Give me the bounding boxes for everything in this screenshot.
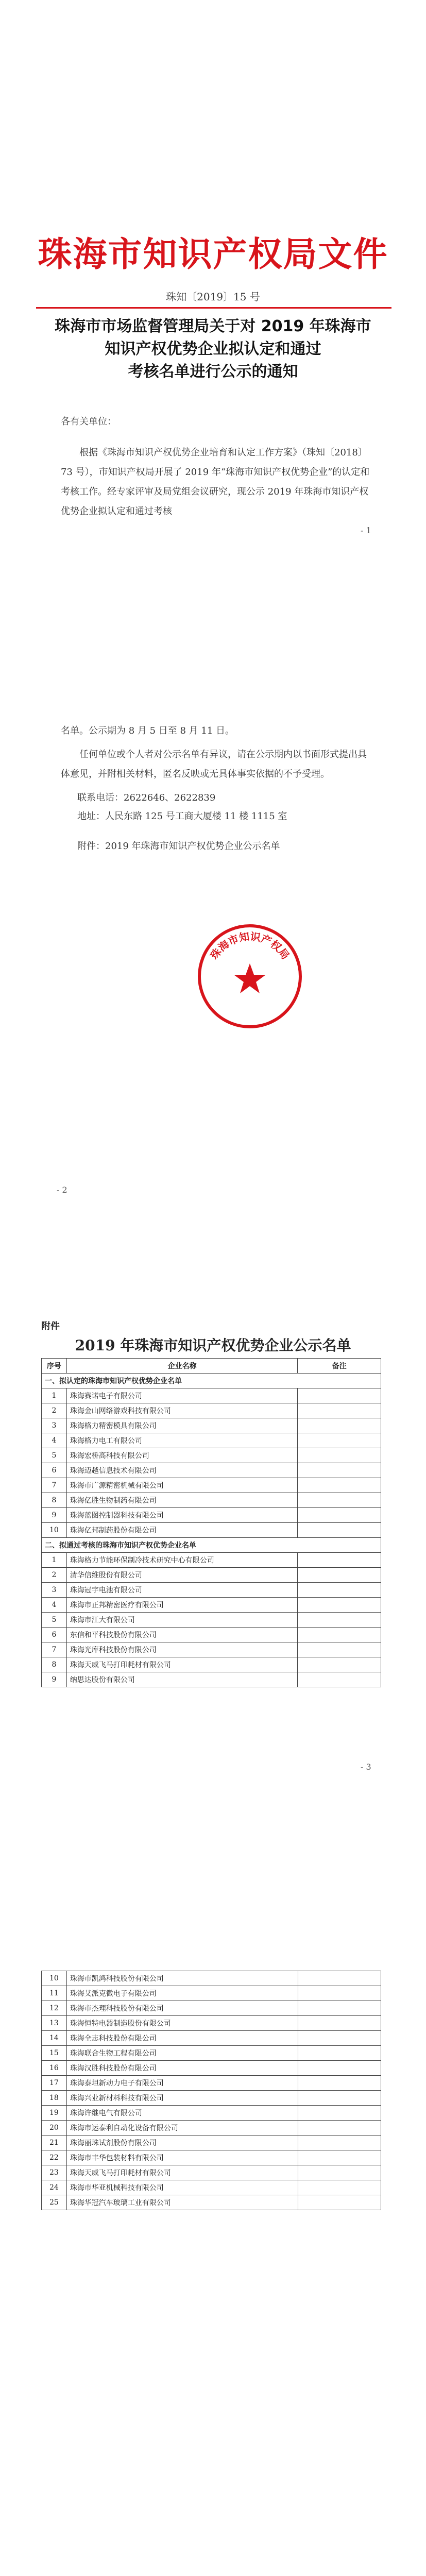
row-number: 19 — [42, 2106, 67, 2121]
table-row — [42, 1478, 381, 1493]
header-remark: 备注 — [298, 1359, 381, 1374]
table-row — [42, 1971, 381, 1986]
enterprise-table-part-1 — [41, 1358, 381, 1687]
header-no: 序号 — [42, 1359, 67, 1374]
row-remark — [298, 1628, 381, 1642]
salutation: 各有关单位： — [61, 416, 116, 427]
body-paragraph-3: 任何单位或个人者对公示名单有异议，请在公示期内以书面形式提出具体意见，并附相关材料，匿名反映或无具体事实依据的不予受理。 — [61, 749, 367, 779]
row-remark — [298, 1553, 381, 1568]
enterprise-name: 珠海泰坦新动力电子有限公司 — [66, 2076, 298, 2091]
table-row — [42, 2031, 381, 2046]
enterprise-name: 珠海华冠汽车玻璃工业有限公司 — [66, 2195, 298, 2210]
row-number: 21 — [42, 2136, 67, 2150]
enterprise-name: 珠海市凯鸿科技股份有限公司 — [66, 1971, 298, 1986]
row-number: 10 — [42, 1523, 67, 1538]
row-remark — [298, 2076, 381, 2091]
table-row — [42, 1613, 381, 1628]
table-row — [42, 2180, 381, 2195]
section-title: 一、拟认定的珠海市知识产权优势企业名单 — [42, 1374, 381, 1388]
body-paragraph-1: 根据《珠海市知识产权优势企业培育和认定工作方案》（珠知〔2018〕73 号），市知识产权局开展了 2019 年“珠海市知识产权优势企业”的认定和考核工作。经专家评审及局党组会议研究，现公示 2019 年珠海市知识产权优势企业拟认定和通过考核 — [61, 447, 370, 517]
row-remark — [298, 1657, 381, 1672]
row-remark — [298, 2121, 381, 2136]
section-row-2 — [42, 1538, 381, 1553]
row-remark — [298, 1583, 381, 1598]
row-number: 1 — [42, 1553, 67, 1568]
notice-title-line-3: 考核名单进行公示的通知 — [128, 363, 298, 381]
row-number: 4 — [42, 1598, 67, 1613]
row-remark — [298, 1403, 381, 1418]
table-row — [42, 1553, 381, 1568]
enterprise-name: 珠海格力节能环保制冷技术研究中心有限公司 — [66, 1553, 298, 1568]
row-remark — [298, 1523, 381, 1538]
row-remark — [298, 1478, 381, 1493]
row-remark — [298, 1508, 381, 1523]
enterprise-name: 珠海天威飞马打印耗材有限公司 — [66, 1657, 298, 1672]
row-remark — [298, 2180, 381, 2195]
row-number: 9 — [42, 1508, 67, 1523]
row-number: 10 — [42, 1971, 67, 1986]
table-row — [42, 1493, 381, 1508]
table-row — [42, 1598, 381, 1613]
contact-phone: 联系电话：2622646、2622839 — [77, 792, 216, 803]
enterprise-name: 珠海格力电工有限公司 — [66, 1433, 298, 1448]
row-number: 14 — [42, 2031, 67, 2046]
table-row — [42, 2091, 381, 2106]
enterprise-name: 珠海全志科技股份有限公司 — [66, 2031, 298, 2046]
table-row — [42, 1523, 381, 1538]
row-number: 23 — [42, 2165, 67, 2180]
table-row — [42, 1388, 381, 1403]
row-number: 20 — [42, 2121, 67, 2136]
enterprise-name: 珠海市正邦精密医疗有限公司 — [66, 1598, 298, 1613]
row-remark — [298, 1598, 381, 1613]
row-remark — [298, 2091, 381, 2106]
enterprise-name: 珠海市广源精密机械有限公司 — [66, 1478, 298, 1493]
row-remark — [298, 2031, 381, 2046]
row-remark — [298, 1433, 381, 1448]
table-row — [42, 2136, 381, 2150]
row-number: 7 — [42, 1642, 67, 1657]
notice-title-line-2: 知识产权优势企业拟认定和通过 — [105, 340, 321, 358]
row-number: 9 — [42, 1672, 67, 1687]
row-number: 13 — [42, 2016, 67, 2031]
table-row — [42, 1986, 381, 2001]
table-row — [42, 1672, 381, 1687]
table-header-row — [42, 1359, 381, 1374]
document-number: 珠知〔2019〕15 号 — [166, 291, 260, 303]
row-remark — [298, 2106, 381, 2121]
table-row — [42, 1448, 381, 1463]
row-number: 3 — [42, 1583, 67, 1598]
attachment-table-title: 2019 年珠海市知识产权优势企业公示名单 — [75, 1337, 351, 1354]
enterprise-name: 珠海丽珠试剂股份有限公司 — [66, 2136, 298, 2150]
row-number: 22 — [42, 2150, 67, 2165]
row-number: 17 — [42, 2076, 67, 2091]
table-row — [42, 2046, 381, 2061]
row-remark — [298, 2165, 381, 2180]
row-number: 5 — [42, 1448, 67, 1463]
enterprise-table-part-2 — [41, 1971, 381, 2210]
row-remark — [298, 2195, 381, 2210]
table-row — [42, 2165, 381, 2180]
row-number: 12 — [42, 2001, 67, 2016]
row-number: 6 — [42, 1463, 67, 1478]
row-remark — [298, 1418, 381, 1433]
table-row — [42, 1583, 381, 1598]
row-number: 25 — [42, 2195, 67, 2210]
enterprise-name: 珠海市运泰利自动化设备有限公司 — [66, 2121, 298, 2136]
enterprise-name: 珠海冠宇电池有限公司 — [66, 1583, 298, 1598]
attachment-label: 附件 — [41, 1321, 60, 1332]
table-row — [42, 2150, 381, 2165]
enterprise-name: 清华信维股份有限公司 — [66, 1568, 298, 1583]
row-number: 4 — [42, 1433, 67, 1448]
row-remark — [298, 1448, 381, 1463]
agency-title: 珠海市知识产权局文件 — [38, 234, 388, 274]
row-number: 15 — [42, 2046, 67, 2061]
table-row — [42, 2195, 381, 2210]
official-seal — [196, 922, 304, 1030]
row-remark — [298, 2001, 381, 2016]
table-row — [42, 2016, 381, 2031]
table-row — [42, 1403, 381, 1418]
enterprise-name: 珠海亿邦制药股份有限公司 — [66, 1523, 298, 1538]
enterprise-name: 珠海亿胜生物制药有限公司 — [66, 1493, 298, 1508]
row-remark — [298, 1568, 381, 1583]
section-title: 二、拟通过考核的珠海市知识产权优势企业名单 — [42, 1538, 381, 1553]
row-number: 24 — [42, 2180, 67, 2195]
row-number: 11 — [42, 1986, 67, 2001]
table-row — [42, 1642, 381, 1657]
enterprise-name: 珠海蓝图控制器科技有限公司 — [66, 1508, 298, 1523]
row-number: 7 — [42, 1478, 67, 1493]
red-divider — [36, 307, 391, 309]
row-remark — [298, 1463, 381, 1478]
enterprise-name: 珠海艾派克微电子有限公司 — [66, 1986, 298, 2001]
row-remark — [298, 2061, 381, 2076]
row-remark — [298, 2136, 381, 2150]
body-paragraph-2: 名单。公示期为 8 月 5 日至 8 月 11 日。 — [61, 725, 235, 736]
row-number: 6 — [42, 1628, 67, 1642]
section-row-1 — [42, 1374, 381, 1388]
row-number: 1 — [42, 1388, 67, 1403]
enterprise-name: 珠海格力精密模具有限公司 — [66, 1418, 298, 1433]
enterprise-name: 珠海市丰华包装材料有限公司 — [66, 2150, 298, 2165]
enterprise-name: 珠海兴业新材料科技有限公司 — [66, 2091, 298, 2106]
enterprise-name: 纳思达股份有限公司 — [66, 1672, 298, 1687]
contact-address: 地址：人民东路 125 号工商大厦楼 11 楼 1115 室 — [77, 811, 287, 822]
enterprise-name: 珠海联合生物工程有限公司 — [66, 2046, 298, 2061]
row-remark — [298, 2150, 381, 2165]
enterprise-name: 珠海市江大有限公司 — [66, 1613, 298, 1628]
table-row — [42, 2106, 381, 2121]
seal-ring-text: 珠海市知识产权局 — [208, 930, 292, 962]
table-row — [42, 2001, 381, 2016]
enterprise-name: 珠海宏桥高科技有限公司 — [66, 1448, 298, 1463]
notice-title-line-1: 珠海市市场监督管理局关于对 2019 年珠海市 — [55, 317, 371, 335]
row-number: 3 — [42, 1418, 67, 1433]
table-row — [42, 1433, 381, 1448]
page-number-1: - 1 — [361, 526, 371, 535]
row-number: 5 — [42, 1613, 67, 1628]
enterprise-name: 珠海市华亚机械科技有限公司 — [66, 2180, 298, 2195]
enterprise-name: 东信和平科技股份有限公司 — [66, 1628, 298, 1642]
enterprise-name: 珠海市杰理科技股份有限公司 — [66, 2001, 298, 2016]
row-remark — [298, 1493, 381, 1508]
row-remark — [298, 1971, 381, 1986]
table-row — [42, 1657, 381, 1672]
row-number: 16 — [42, 2061, 67, 2076]
row-number: 2 — [42, 1403, 67, 1418]
table-row — [42, 1418, 381, 1433]
table-row — [42, 2061, 381, 2076]
enterprise-name: 珠海天威飞马打印耗材有限公司 — [66, 2165, 298, 2180]
page-number-3: - 3 — [361, 1762, 371, 1772]
notice-title — [0, 315, 426, 383]
enterprise-name: 珠海迈越信息技术有限公司 — [66, 1463, 298, 1478]
header-name: 企业名称 — [66, 1359, 298, 1374]
table-row — [42, 2121, 381, 2136]
row-number: 8 — [42, 1493, 67, 1508]
row-remark — [298, 1613, 381, 1628]
enterprise-name: 珠海汉胜科技股份有限公司 — [66, 2061, 298, 2076]
row-remark — [298, 1986, 381, 2001]
enterprise-name: 珠海金山网络游戏科技有限公司 — [66, 1403, 298, 1418]
enterprise-name: 珠海光库科技股份有限公司 — [66, 1642, 298, 1657]
row-remark — [298, 1388, 381, 1403]
row-remark — [298, 2046, 381, 2061]
row-number: 18 — [42, 2091, 67, 2106]
attachment-line: 附件：2019 年珠海市知识产权优势企业公示名单 — [77, 841, 280, 852]
row-remark — [298, 1672, 381, 1687]
row-number: 8 — [42, 1657, 67, 1672]
row-remark — [298, 1642, 381, 1657]
table-row — [42, 1463, 381, 1478]
table-row — [42, 1508, 381, 1523]
row-remark — [298, 2016, 381, 2031]
page-number-2: - 2 — [57, 1185, 67, 1195]
table-row — [42, 2076, 381, 2091]
enterprise-name: 珠海恒特电器制造股份有限公司 — [66, 2016, 298, 2031]
table-row — [42, 1568, 381, 1583]
row-number: 2 — [42, 1568, 67, 1583]
enterprise-name: 珠海许继电气有限公司 — [66, 2106, 298, 2121]
table-row — [42, 1628, 381, 1642]
enterprise-name: 珠海赛诺电子有限公司 — [66, 1388, 298, 1403]
